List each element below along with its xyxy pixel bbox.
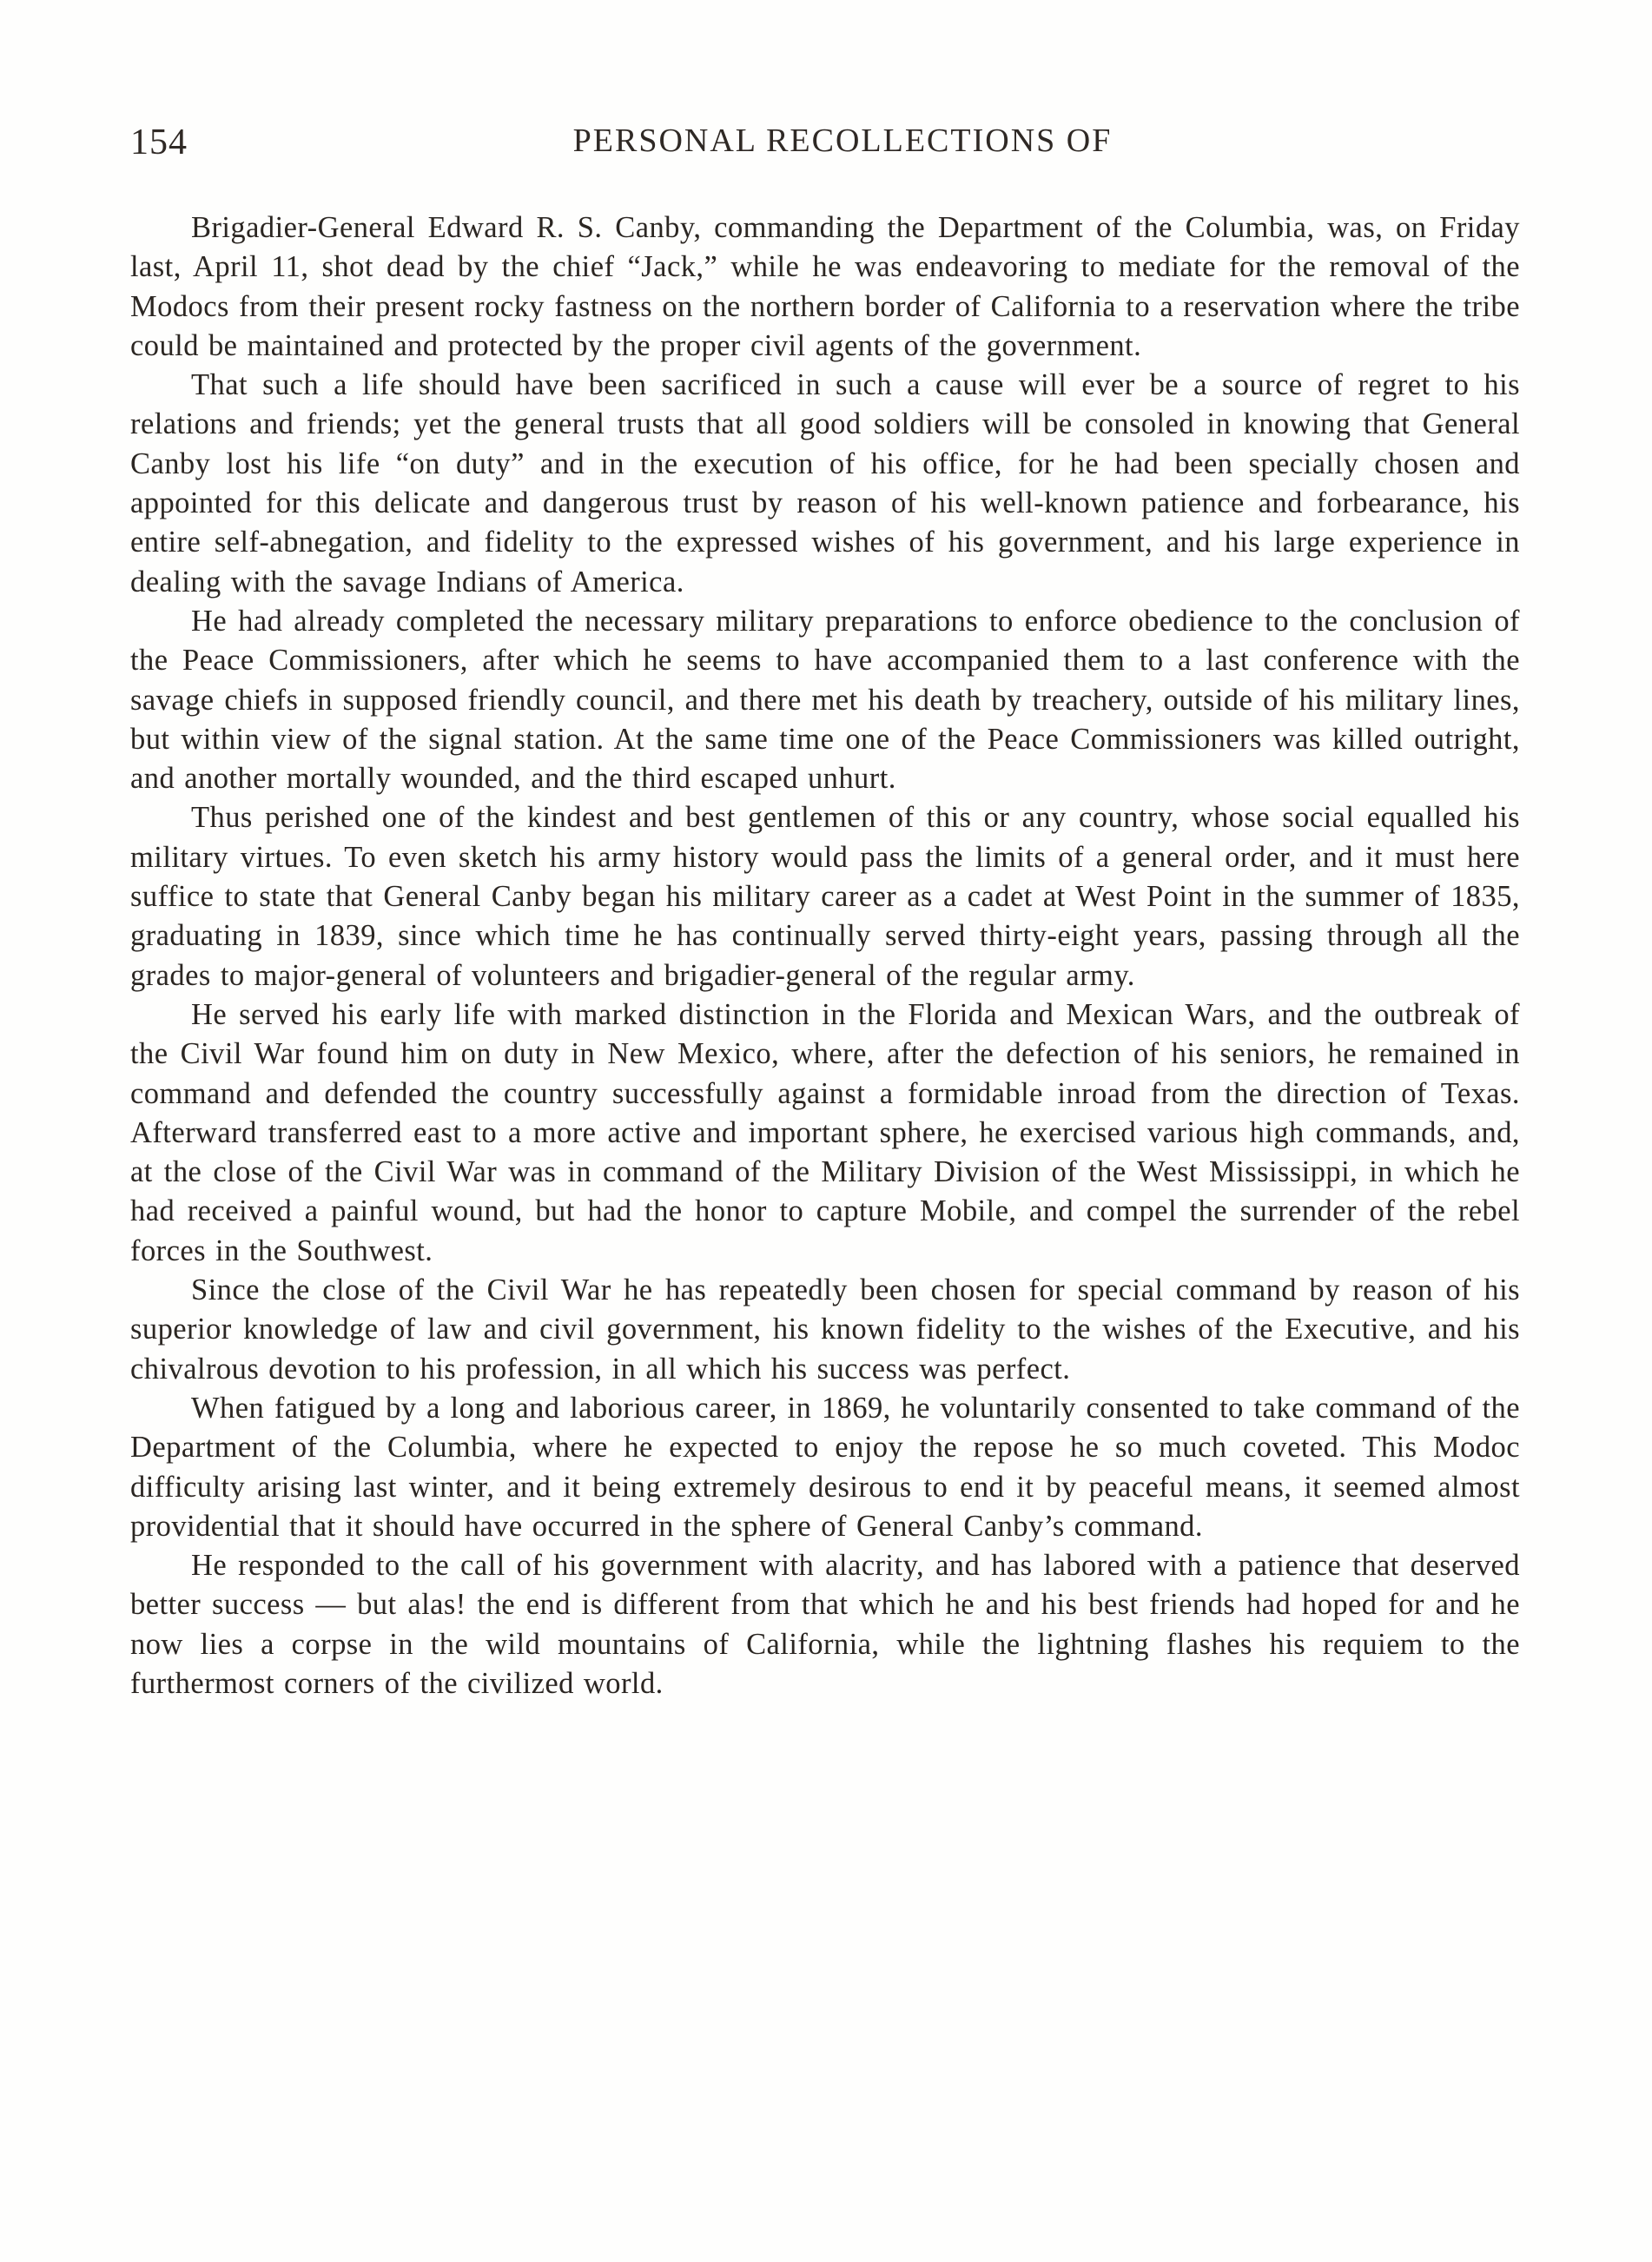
paragraph-canby-death: Brigadier-General Edward R. S. Canby, commanding the Department of the Columbia, was, on Friday last, April 11, shot dead by the chief “Jack,” while he was endeavoring to mediate for the removal of the Modocs from their present rocky fastness on the northern border of California to a reservation where the tribe could be maintained and protected by the proper civil agents of the government. [130,211,1520,362]
body-text [130,208,1520,1703]
page-number: 154 [130,122,188,162]
paragraph-sacrifice: That such a life should have been sacrificed in such a cause will ever be a source of regret to his relations and friends; yet the general trusts that all good soldiers will be consoled in knowing that General Canby lost his life “on duty” and in the execution of his office, for he had been specially chosen and appointed for this delicate and dangerous trust by reason of his well-known patience and forbearance, his entire self-abnegation, and fidelity to the expressed wishes of his government, and his large experience in dealing with the savage Indians of America. [130,368,1520,599]
paragraph-early-service: He served his early life with marked distinction in the Florida and Mexican Wars, and the outbreak of the Civil War found him on duty in New Mexico, where, after the defection of his seniors, he remained in command and defended the country successfully against a formidable inroad from the direction of Texas. Afterward transferred east to a more active and important sphere, he exercised various high commands, and, at the close of the Civil War was in command of the Military Division of the West Mississippi, in which he had received a painful wound, but had the honor to capture Mobile, and compel the surrender of the rebel forces in the Southwest. [130,997,1520,1267]
paragraph-department-columbia: When fatigued by a long and laborious career, in 1869, he voluntarily consented to take command of the Department of the Columbia, where he expected to enjoy the repose he so much coveted. This Modoc difficulty arising last winter, and it being extremely desirous to end it by peaceful means, it seemed almost providential that it should have occurred in the sphere of General Canby’s command. [130,1391,1520,1543]
paragraph-career: Thus perished one of the kindest and best gentlemen of this or any country, whose social equalled his military virtues. To even sketch his army history would pass the limits of a general order, and it must here suffice to state that General Canby began his military career as a cadet at West Point in the summer of 1835, graduating in 1839, since which time he has continually served thirty-eight years, passing through all the grades to major-general of volunteers and brigadier-general of the regular army. [130,801,1520,992]
paragraph-requiem: He responded to the call of his government with alacrity, and has labored with a patience that deserved better success — but alas! the end is different from that which he and his best friends had hoped for and he now lies a corpse in the wild mountains of California, while the lightning flashes his requiem to the furthermost corners of the civilized world. [130,1549,1520,1700]
running-head [130,122,1520,174]
paragraph-preparations: He had already completed the necessary military preparations to enforce obedience to the conclusion of the Peace Commissioners, after which he seems to have accompanied them to a last conference with the savage chiefs in supposed friendly council, and there met his death by treachery, outside of his military lines, but within view of the signal station. At the same time one of the Peace Commissioners was killed outright, and another mortally wounded, and the third escaped unhurt. [130,604,1520,796]
paragraph-special-command: Since the close of the Civil War he has repeatedly been chosen for special command by reason of his superior knowledge of law and civil government, his known fidelity to the wishes of the Executive, and his chivalrous devotion to his profession, in all which his success was perfect. [130,1273,1520,1386]
running-title: PERSONAL RECOLLECTIONS OF [572,122,1113,159]
